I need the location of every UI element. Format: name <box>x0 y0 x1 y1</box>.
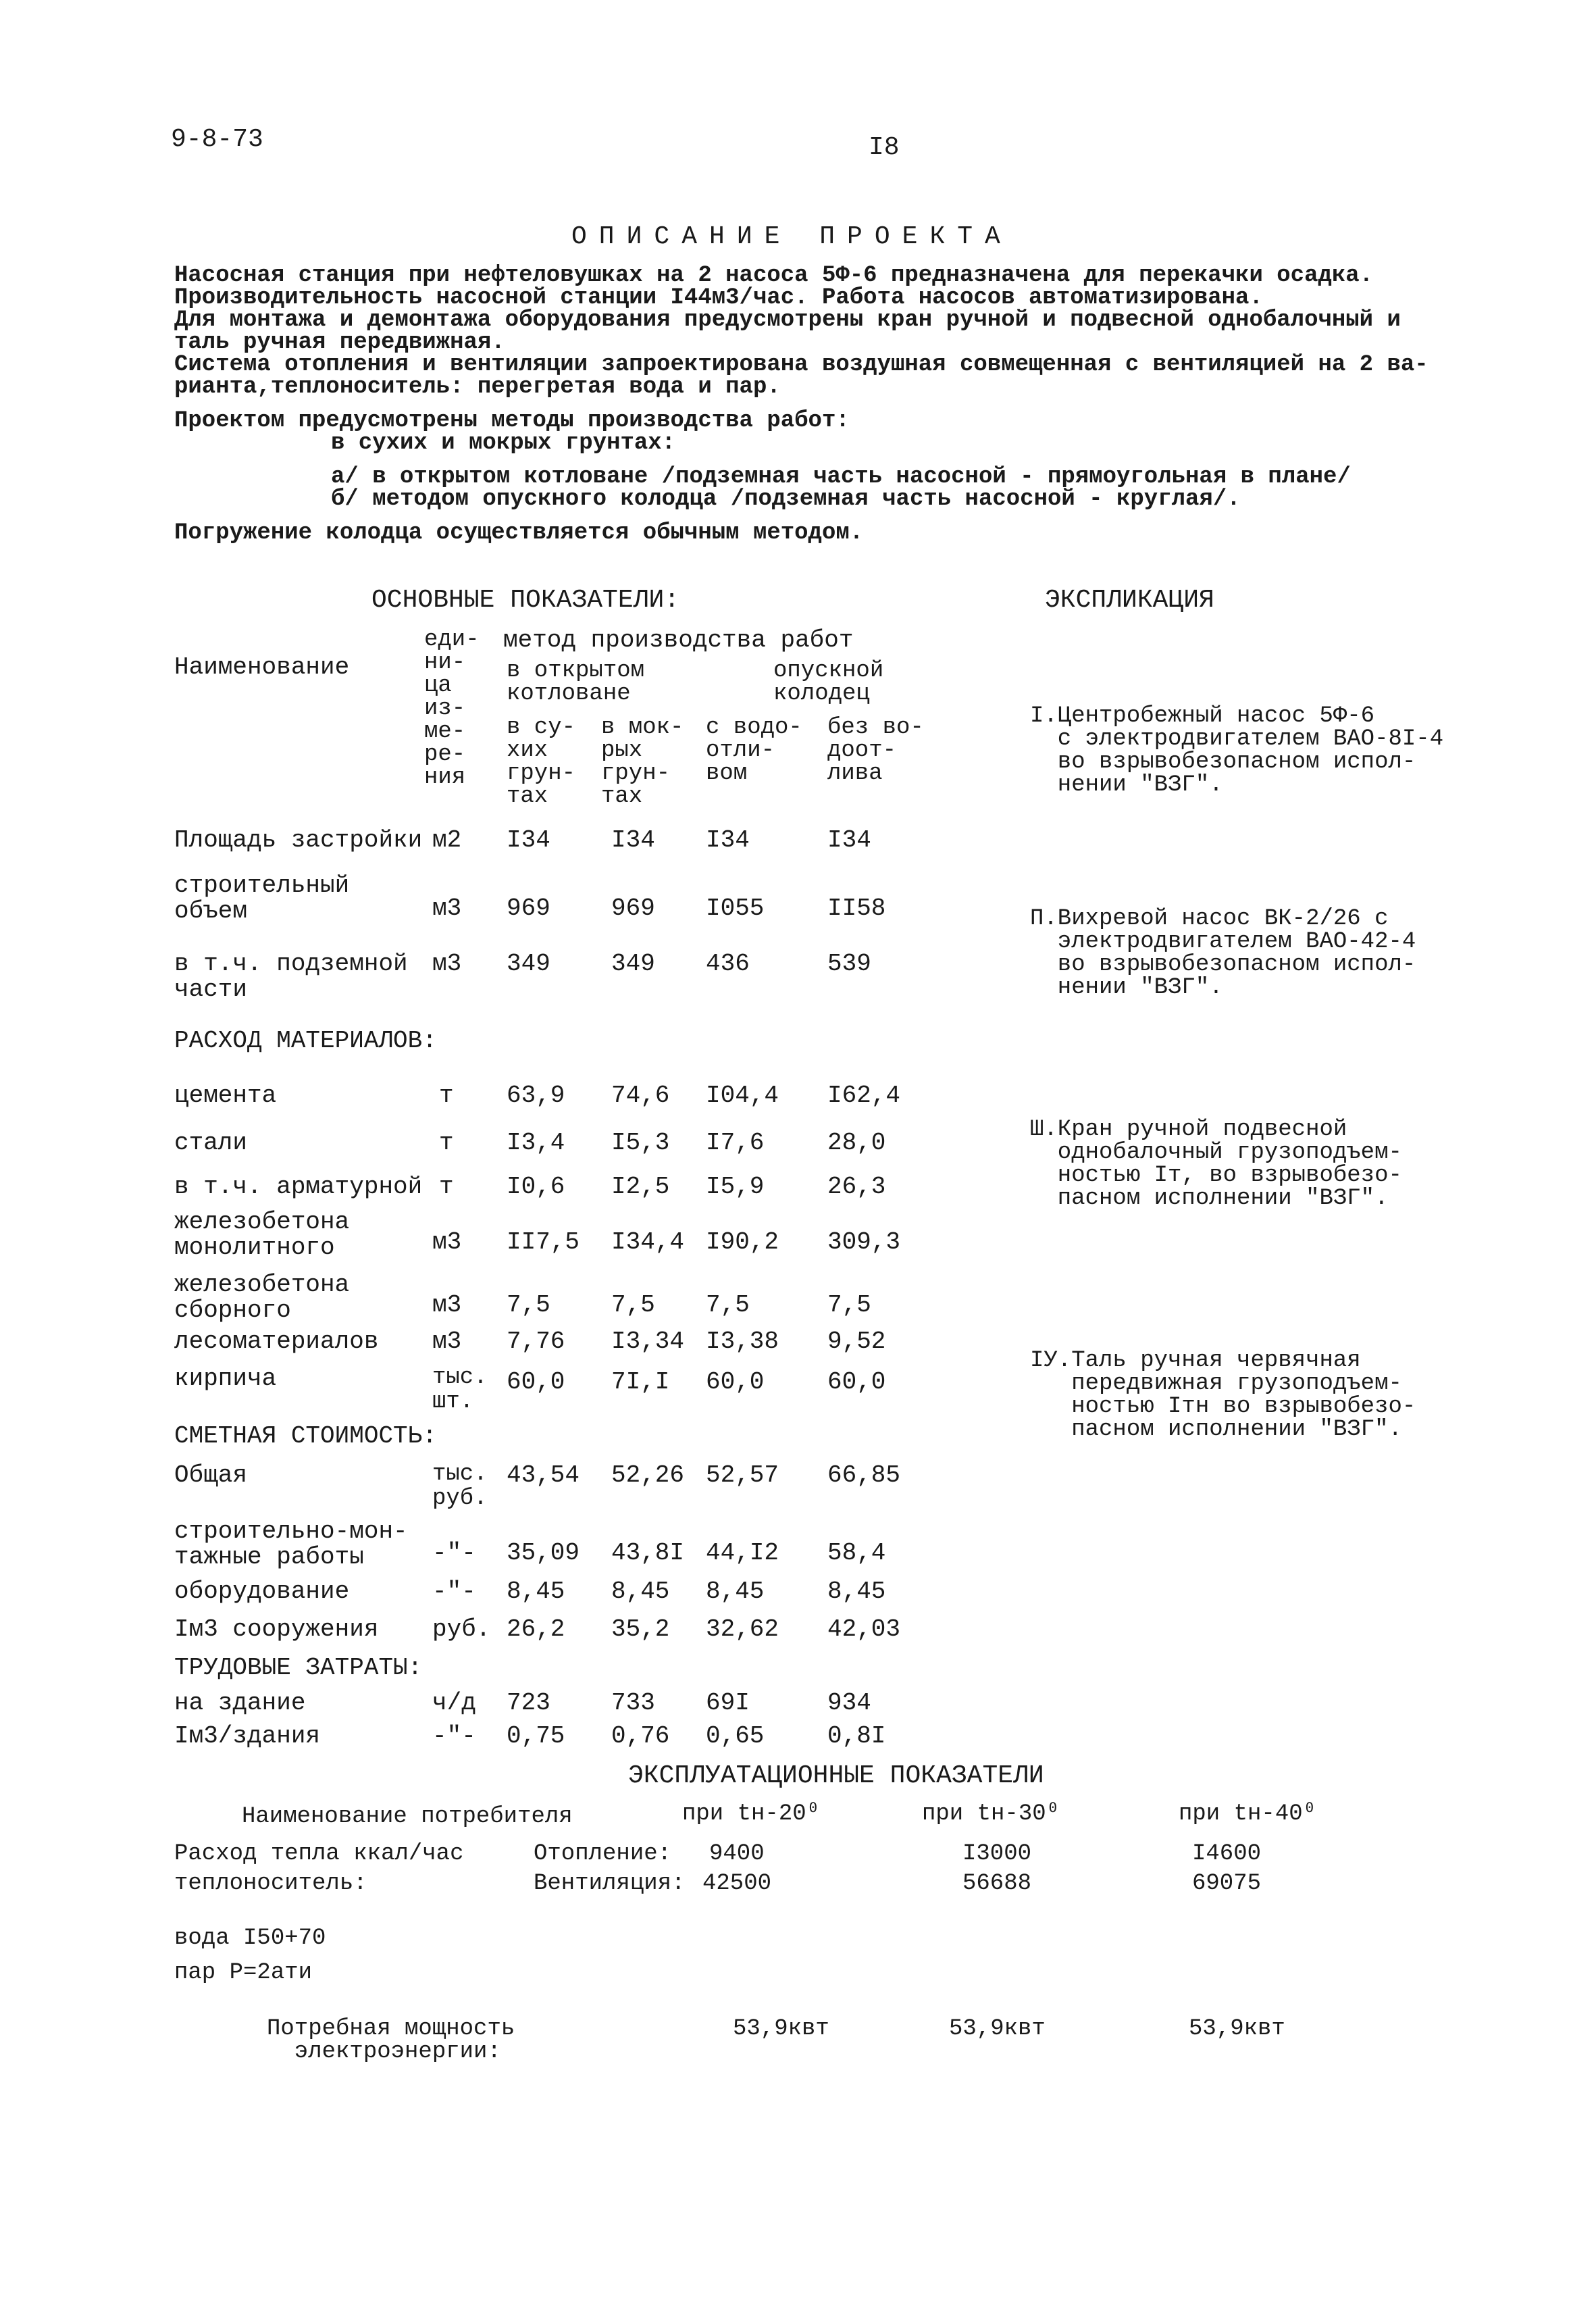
power-value-40: 53,9квт <box>1189 2016 1285 2042</box>
intro-line-5: Система отопления и вентиляции запроектирована воздушная совмещенная с вентиляцией на 2 ва- <box>174 352 1428 378</box>
temp-30: при tн-30⁰ <box>922 1801 1060 1827</box>
row-value-drain: 60,0 <box>706 1368 765 1396</box>
row-value-drain: I7,6 <box>706 1129 765 1157</box>
row-name: Площадь застройки <box>174 826 423 854</box>
row-value-drain: 44,I2 <box>706 1539 779 1567</box>
row-value-dry: 8,45 <box>507 1578 565 1605</box>
water-carrier: вода I50+70 <box>174 1926 326 1951</box>
row-value-drain: 32,62 <box>706 1615 779 1643</box>
power-value-30: 53,9квт <box>949 2016 1046 2042</box>
row-value-drain: I90,2 <box>706 1228 779 1256</box>
row-value-wet: 7I,I <box>611 1368 670 1396</box>
row-value-nodrain: 0,8I <box>827 1722 886 1750</box>
row-name: железобетона монолитного <box>174 1208 350 1261</box>
row-value-dry: 35,09 <box>507 1539 580 1567</box>
heating-value-40: I4600 <box>1192 1841 1262 1867</box>
steam-carrier: пар Р=2ати <box>174 1960 313 1986</box>
operational-title: ЭКСПЛУАТАЦИОННЫЕ ПОКАЗАТЕЛИ <box>628 1761 1044 1790</box>
row-name: на здание <box>174 1689 306 1717</box>
header-method: метод производства работ <box>503 626 854 654</box>
row-value-nodrain: II58 <box>827 895 886 922</box>
row-value-wet: I2,5 <box>611 1173 670 1201</box>
explication-item-1: I.Центробежный насос 5Ф-6 с электродвигателем ВАО-8I-4 во взрывобезопасном испол- нении "ВЗГ". <box>1030 703 1444 798</box>
row-value-wet: 74,6 <box>611 1082 670 1109</box>
row-name: Общая <box>174 1461 248 1489</box>
heating-label: Отопление: <box>534 1841 672 1867</box>
intro-line-1: Насосная станция при нефтеловушках на 2 насоса 5Ф-6 предназначена для перекачки осадка. <box>174 263 1374 288</box>
row-unit: м2 <box>432 826 462 854</box>
row-value-nodrain: 58,4 <box>827 1539 886 1567</box>
row-value-wet: I3,34 <box>611 1328 685 1355</box>
section-estimate: СМЕТНАЯ СТОИМОСТЬ: <box>174 1422 437 1450</box>
header-with-drainage: с водо- отли- вом <box>706 715 802 786</box>
row-unit: руб. <box>432 1615 491 1643</box>
row-value-nodrain: 26,3 <box>827 1173 886 1201</box>
row-value-dry: 60,0 <box>507 1368 565 1396</box>
row-value-wet: 52,26 <box>611 1461 685 1489</box>
row-value-dry: 969 <box>507 895 550 922</box>
row-value-nodrain: I34 <box>827 826 871 854</box>
row-value-wet: 0,76 <box>611 1722 670 1750</box>
row-value-dry: 7,5 <box>507 1291 550 1319</box>
row-value-wet: 43,8I <box>611 1539 685 1567</box>
row-name: строительный объем <box>174 872 350 925</box>
row-value-nodrain: 9,52 <box>827 1328 886 1355</box>
row-value-nodrain: I62,4 <box>827 1082 901 1109</box>
row-value-drain: I04,4 <box>706 1082 779 1109</box>
row-unit: ч/д <box>432 1689 476 1717</box>
ventilation-label: Вентиляция: <box>534 1871 686 1896</box>
heat-carrier-label: теплоноситель: <box>174 1871 367 1896</box>
vent-value-30: 56688 <box>962 1871 1032 1896</box>
row-name: кирпича <box>174 1365 277 1392</box>
row-value-wet: 8,45 <box>611 1578 670 1605</box>
heat-consumption-label: Расход тепла ккал/час <box>174 1841 464 1867</box>
row-value-wet: 349 <box>611 950 655 978</box>
row-value-wet: 7,5 <box>611 1291 655 1319</box>
row-value-drain: 436 <box>706 950 750 978</box>
row-value-wet: 969 <box>611 895 655 922</box>
consumer-header: Наименование потребителя <box>242 1804 573 1830</box>
row-value-dry: I0,6 <box>507 1173 565 1201</box>
header-dry-soil: в су- хих грун- тах <box>507 715 576 809</box>
immersion-note: Погружение колодца осуществляется обычным методом. <box>174 520 864 546</box>
header-caisson: опускной колодец <box>773 658 884 707</box>
page-number: I8 <box>869 133 900 162</box>
intro-line-4: таль ручная передвижная. <box>174 330 505 355</box>
intro-line-2: Производительность насосной станции I44м3/час. Работа насосов автоматизирована. <box>174 285 1263 311</box>
row-unit: м3 <box>432 950 462 978</box>
header-name: Наименование <box>174 653 350 681</box>
row-value-dry: 7,76 <box>507 1328 565 1355</box>
row-value-wet: I34 <box>611 826 655 854</box>
method-b: б/ методом опускного колодца /подземная часть насосной - круглая/. <box>331 486 1241 512</box>
vent-value-40: 69075 <box>1192 1871 1262 1896</box>
method-a: а/ в открытом котловане /подземная часть насосной - прямоугольная в плане/ <box>331 464 1351 490</box>
row-name: стали <box>174 1129 248 1157</box>
row-value-dry: 0,75 <box>507 1722 565 1750</box>
section-labor: ТРУДОВЫЕ ЗАТРАТЫ: <box>174 1654 423 1682</box>
row-unit: м3 <box>432 1291 462 1319</box>
row-value-dry: II7,5 <box>507 1228 580 1256</box>
row-value-dry: 63,9 <box>507 1082 565 1109</box>
row-name: в т.ч. подземной части <box>174 950 408 1003</box>
row-name: Iм3 сооружения <box>174 1615 379 1643</box>
methods-intro: Проектом предусмотрены методы производства работ: <box>174 408 850 434</box>
intro-line-6: рианта,теплоноситель: перегретая вода и пар. <box>174 374 781 400</box>
row-value-nodrain: 539 <box>827 950 871 978</box>
row-value-drain: I3,38 <box>706 1328 779 1355</box>
row-value-wet: 35,2 <box>611 1615 670 1643</box>
row-unit: т <box>439 1082 454 1109</box>
row-value-dry: 43,54 <box>507 1461 580 1489</box>
row-value-dry: 723 <box>507 1689 550 1717</box>
methods-sub: в сухих и мокрых грунтах: <box>331 430 676 456</box>
explication-item-3: Ш.Кран ручной подвесной однобалочный грузоподъем- ностью Iт, во взрывобезо- пасном исполнении "ВЗГ". <box>1030 1117 1402 1211</box>
temp-40: при tн-40⁰ <box>1179 1801 1317 1827</box>
section-materials: РАСХОД МАТЕРИАЛОВ: <box>174 1027 437 1055</box>
row-value-wet: I5,3 <box>611 1129 670 1157</box>
explication-item-4: IУ.Таль ручная червячная передвижная грузоподъем- ностью Iтн во взрывобезо- пасном исполнении "ВЗГ". <box>1030 1348 1416 1442</box>
row-name: строительно-мон- тажные работы <box>174 1517 408 1571</box>
intro-line-3: Для монтажа и демонтажа оборудования предусмотрены кран ручной и подвесной однобалочный и <box>174 307 1401 333</box>
row-value-nodrain: 8,45 <box>827 1578 886 1605</box>
row-value-nodrain: 309,3 <box>827 1228 901 1256</box>
row-value-drain: 8,45 <box>706 1578 765 1605</box>
row-unit: м3 <box>432 1228 462 1256</box>
page-title: ОПИСАНИЕ ПРОЕКТА <box>571 222 1012 251</box>
header-unit: еди- ни- ца из- ме- ре- ния <box>424 627 480 790</box>
header-wet-soil: в мок- рых грун- тах <box>601 715 684 809</box>
row-name: в т.ч. арматурной <box>174 1173 423 1201</box>
row-value-dry: 349 <box>507 950 550 978</box>
row-name: Iм3/здания <box>174 1722 321 1750</box>
row-value-drain: 0,65 <box>706 1722 765 1750</box>
row-value-drain: 69I <box>706 1689 750 1717</box>
row-value-wet: I34,4 <box>611 1228 685 1256</box>
row-value-nodrain: 28,0 <box>827 1129 886 1157</box>
row-unit: -"- <box>432 1539 476 1567</box>
row-unit: т <box>439 1129 454 1157</box>
indicators-title: ОСНОВНЫЕ ПОКАЗАТЕЛИ: <box>371 586 680 615</box>
row-value-nodrain: 934 <box>827 1689 871 1717</box>
row-unit: т <box>439 1173 454 1201</box>
heating-value-20: 9400 <box>709 1841 765 1867</box>
explication-title: ЭКСПЛИКАЦИЯ <box>1045 586 1214 615</box>
temp-20: при tн-20⁰ <box>682 1801 821 1827</box>
row-value-drain: I34 <box>706 826 750 854</box>
document-code: 9-8-73 <box>171 125 263 154</box>
row-value-dry: 26,2 <box>507 1615 565 1643</box>
power-label: Потребная мощность электроэнергии: <box>267 2016 515 2065</box>
row-value-wet: 733 <box>611 1689 655 1717</box>
header-open-pit: в открытом котловане <box>507 658 645 707</box>
row-value-drain: 52,57 <box>706 1461 779 1489</box>
row-name: оборудование <box>174 1578 350 1605</box>
row-unit: -"- <box>432 1722 476 1750</box>
row-unit: м3 <box>432 1328 462 1355</box>
vent-value-20: 42500 <box>702 1871 772 1896</box>
row-value-drain: 7,5 <box>706 1291 750 1319</box>
row-value-drain: I055 <box>706 895 765 922</box>
row-value-nodrain: 7,5 <box>827 1291 871 1319</box>
row-name: железобетона сборного <box>174 1271 350 1324</box>
header-no-drainage: без во- доот- лива <box>827 715 924 786</box>
row-unit: тыс. шт. <box>432 1365 488 1415</box>
row-value-drain: I5,9 <box>706 1173 765 1201</box>
row-value-nodrain: 60,0 <box>827 1368 886 1396</box>
row-value-dry: I34 <box>507 826 550 854</box>
row-name: лесоматериалов <box>174 1328 379 1355</box>
row-value-dry: I3,4 <box>507 1129 565 1157</box>
row-unit: тыс. руб. <box>432 1461 488 1511</box>
row-unit: м3 <box>432 895 462 922</box>
row-value-nodrain: 66,85 <box>827 1461 901 1489</box>
row-value-nodrain: 42,03 <box>827 1615 901 1643</box>
row-name: цемента <box>174 1082 277 1109</box>
explication-item-2: П.Вихревой насос ВК-2/26 с электродвигателем ВАО-42-4 во взрывобезопасном испол- нении "ВЗГ". <box>1030 906 1416 1001</box>
row-unit: -"- <box>432 1578 476 1605</box>
heating-value-30: I3000 <box>962 1841 1032 1867</box>
power-value-20: 53,9квт <box>733 2016 829 2042</box>
